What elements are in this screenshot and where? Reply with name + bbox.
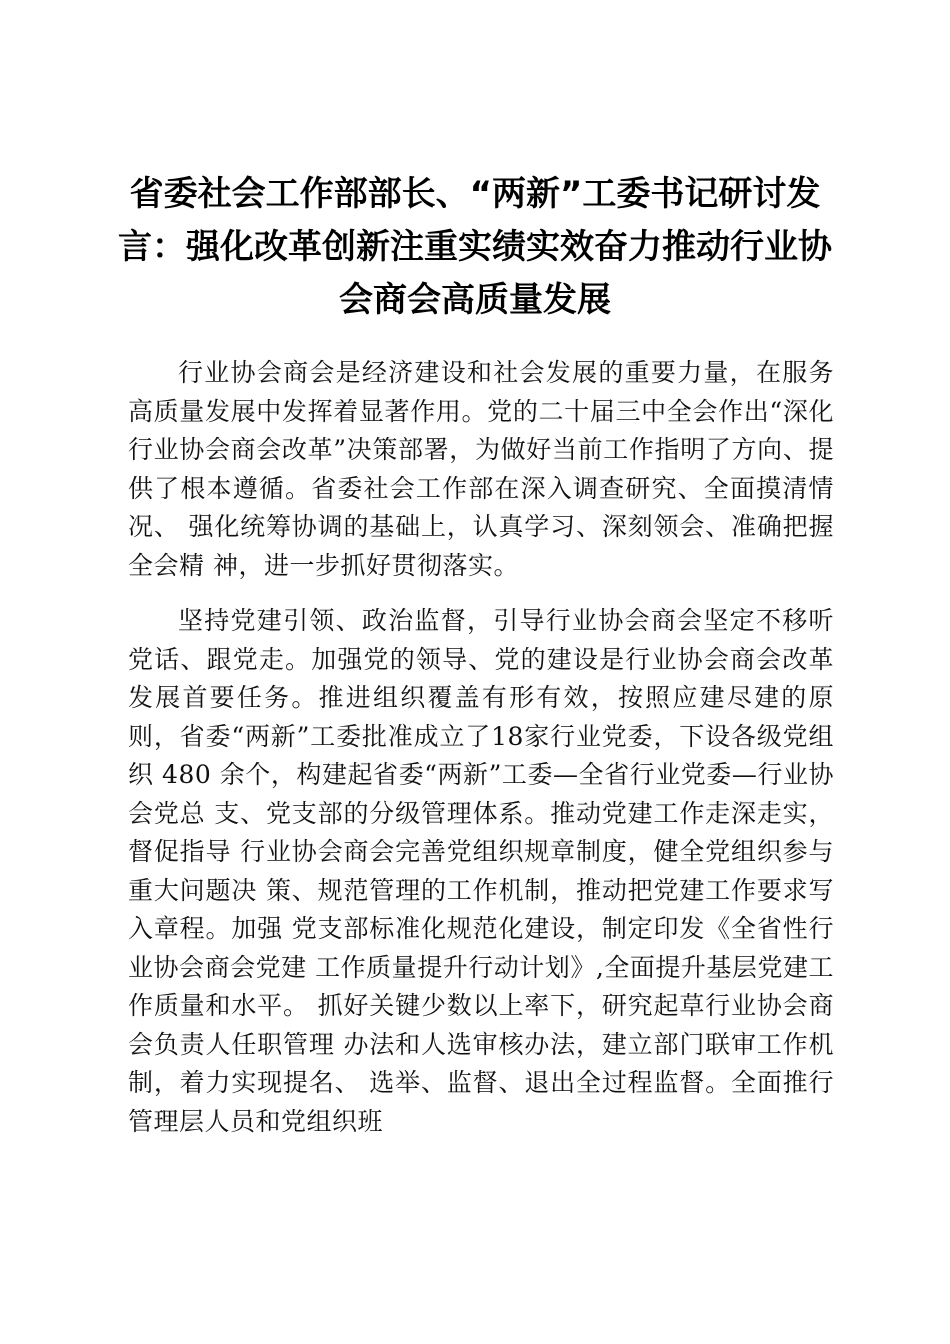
document-title: 省委社会工作部部长、“两新”工委书记研讨发言：强化改革创新注重实绩实效奋力推动行业协会商会高质量发展 — [118, 174, 832, 320]
paragraph-party-building: 坚持党建引领、政治监督，引导行业协会商会坚定不移听党话、跟党走。加强党的领导、党的建设是行业协会商会改革发展首要任务。推进组织覆盖有形有效，按照应建尽建的原则，省委“两新”工委批准成立了18家行业党委，下设各级党组织 480 余个，构建起省委“两新”工委—全省行业党委—行业协会党总 支、党支部的分级管理体系。推动党建工作走深走实，督促指导 行业协会商会完善党组织规章制度，健全党组织参与重大问题决 策、规范管理的工作机制，推动把党建工作要求写入章程。加强 党支部标准化规范化建设，制定印发《全省性行业协会商会党建 工作质量提升行动计划》,全面提升基层党建工作质量和水平。 抓好关键少数以上率下，研究起草行业协会商会负责人任职管理 办法和人选审核办法，建立部门联审工作机制，着力实现提名、 选举、监督、退出全过程监督。全面推行管理层人员和党组织班 — [128, 606, 834, 1136]
paragraph-intro: 行业协会商会是经济建设和社会发展的重要力量，在服务高质量发展中发挥着显著作用。党的二十届三中全会作出“深化行业协会商会改革”决策部署，为做好当前工作指明了方向、提供了根本遵循。省委社会工作部在深入调查研究、全面摸清情况、 强化统筹协调的基础上，认真学习、深刻领会、准确把握全会精 神，进一步抓好贯彻落实。 — [128, 358, 834, 580]
